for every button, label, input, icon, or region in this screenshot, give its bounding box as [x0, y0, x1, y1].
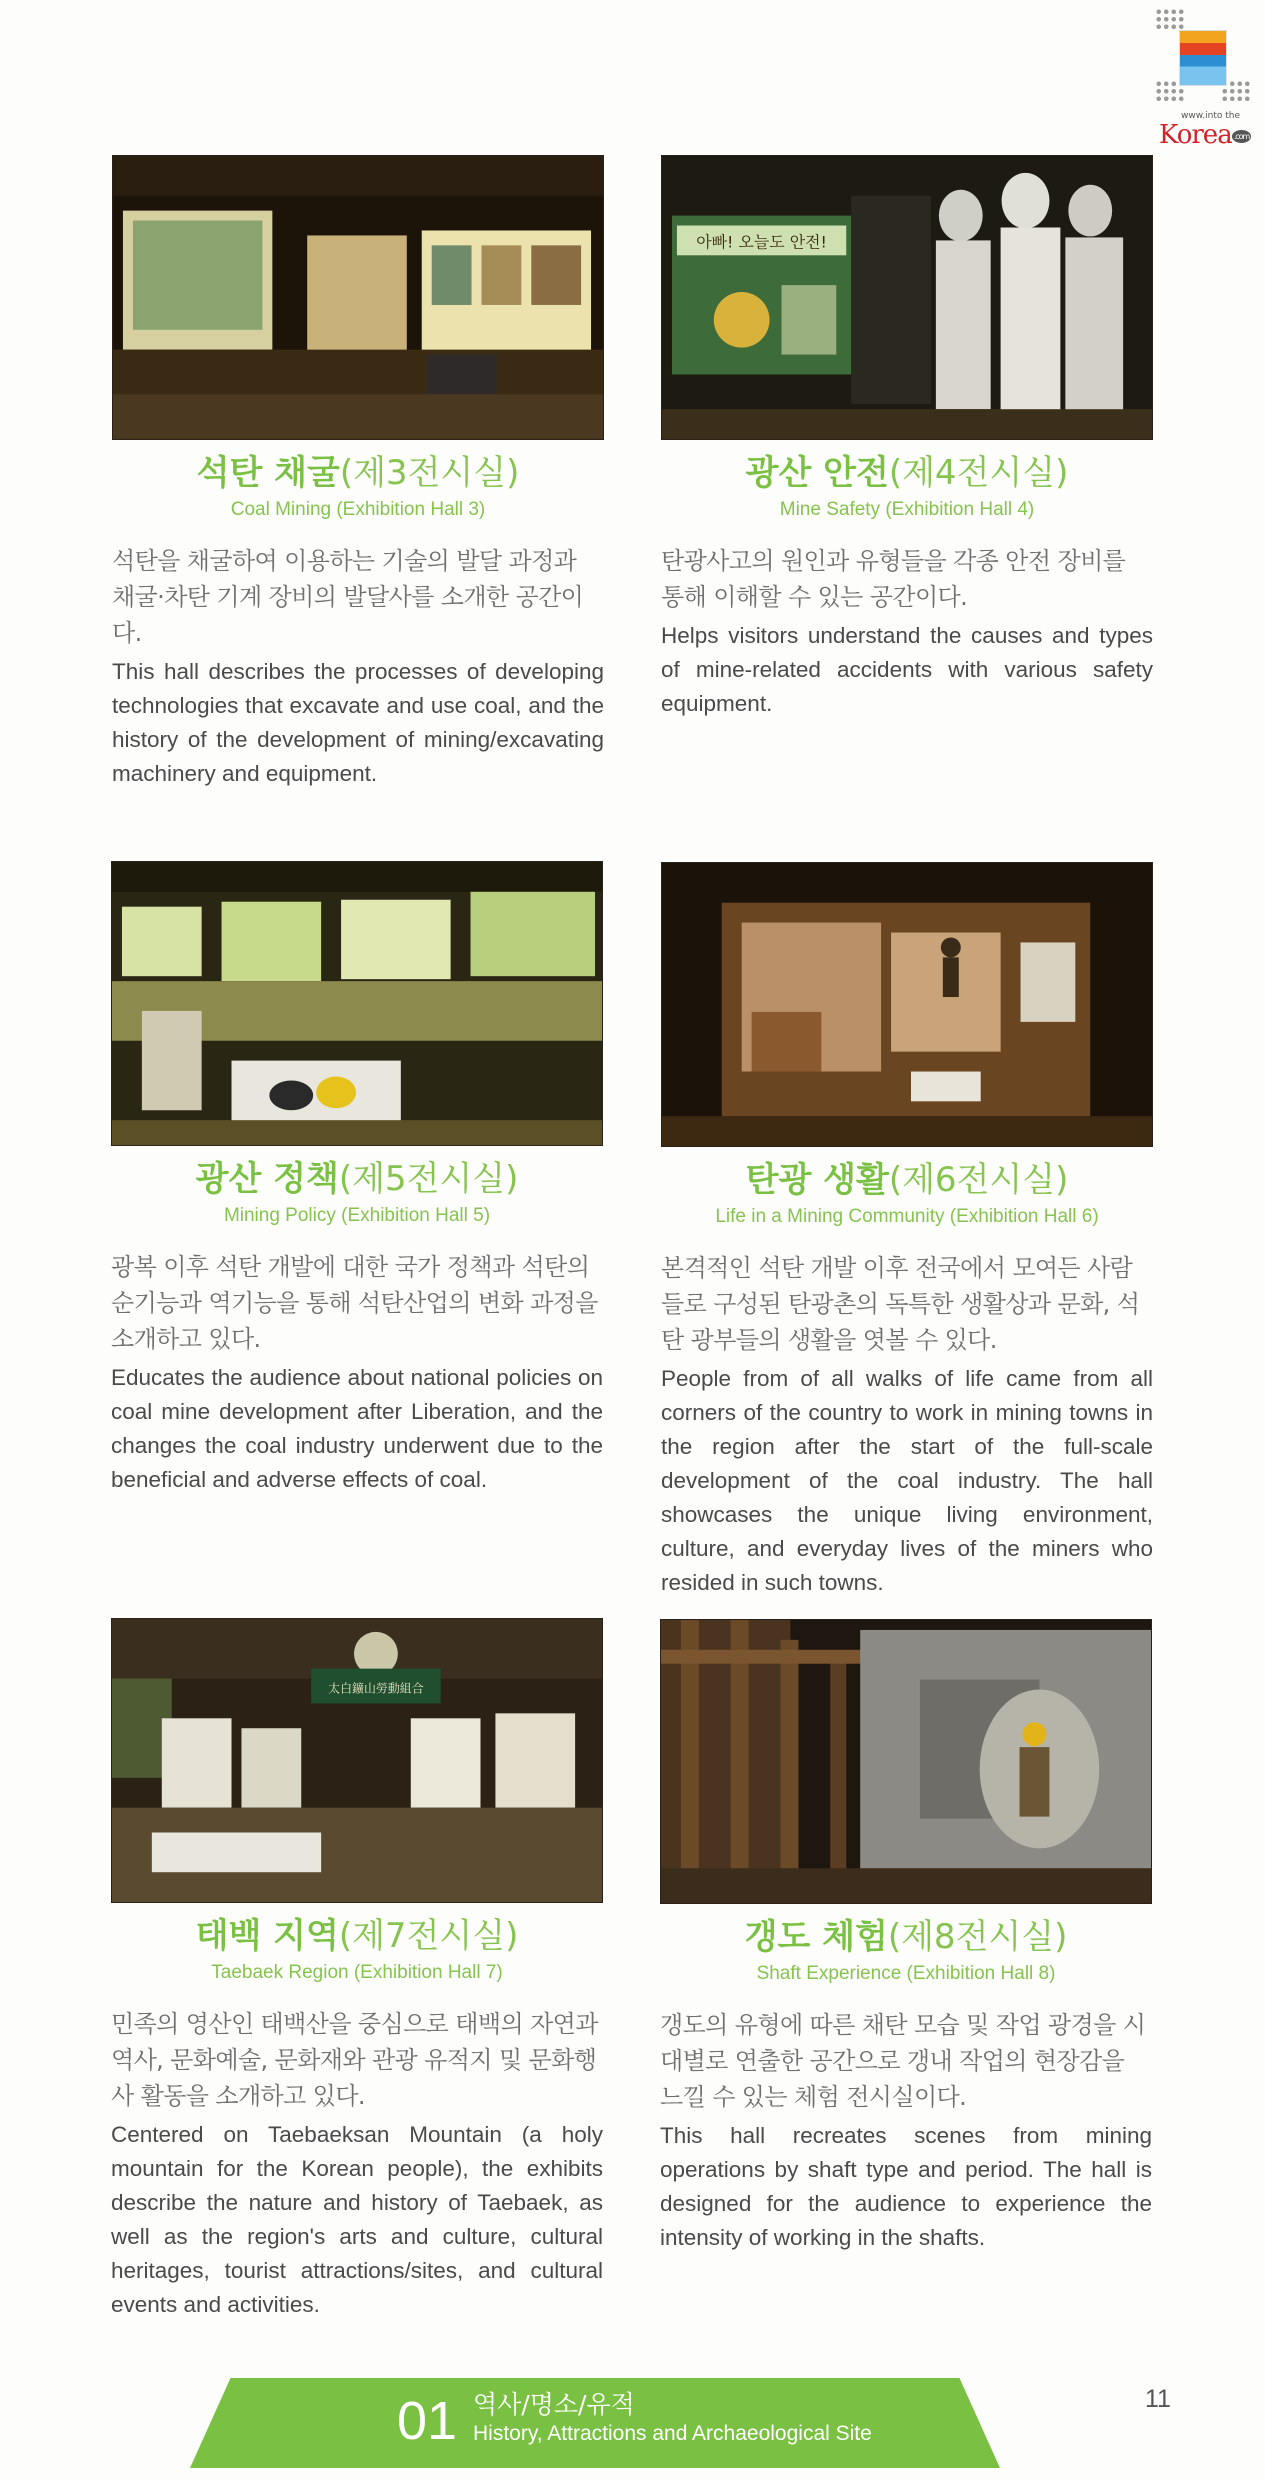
- banner-text: 太白鑛山勞動組合: [328, 1681, 424, 1696]
- exhibit-title: [660, 1915, 1152, 1959]
- logo-suffix: .com: [1233, 131, 1250, 141]
- exhibit-title-ko: 광산 정책: [195, 1159, 339, 1199]
- section-title-en: History, Attractions and Archaeological Site: [473, 2422, 872, 2445]
- exhibit-title-ko: 태백 지역: [195, 1916, 339, 1956]
- logo-word: [1159, 120, 1251, 150]
- exhibit-description-ko: 탄광사고의 원인과 유형들을 각종 안전 장비를 통해 이해할 수 있는 공간이다.: [661, 547, 1126, 611]
- exhibit-title-hall: (제7전시실): [338, 1916, 519, 1956]
- helmet-display-icon: [111, 861, 603, 1146]
- exhibit-description-en: Centered on Taebaeksan Mountain (a holy mountain for the Korean people), the exhibits describe the nature and history of Taebaek, as well as the region's arts and culture, cultural heritages, tourist attractions/sites, and cultural events and activities.: [111, 2122, 603, 2317]
- exhibit-hall-6: [661, 862, 1153, 1600]
- safety-sign-text: 아빠! 오늘도 안전!: [696, 232, 827, 252]
- section-title-ko: 역사/명소/유적: [473, 2390, 635, 2419]
- exhibit-description-en: Educates the audience about national policies on coal mine development after Liberation, and the changes the coal industry underwent due to the beneficial and adverse effects of coal.: [111, 1365, 603, 1492]
- exhibit-title-en: Life in a Mining Community (Exhibition Hall 6): [715, 1206, 1099, 1227]
- logo-dots-icon: [1155, 8, 1185, 30]
- exhibit-title: [112, 451, 604, 495]
- logo-word-text: Korea: [1159, 120, 1232, 150]
- exhibit-title: [111, 1157, 603, 1201]
- exhibit-description-en: Helps visitors understand the causes and types of mine-related accidents with various safety equipment.: [661, 623, 1153, 716]
- exhibit-description-ko: 광복 이후 석탄 개발에 대한 국가 정책과 석탄의 순기능과 역기능을 통해 석탄산업의 변화 과정을 소개하고 있다.: [111, 1253, 598, 1353]
- display-hall-icon: [112, 155, 604, 440]
- exhibit-hall-5: [111, 861, 603, 1497]
- region-hall-icon: [111, 1618, 603, 1903]
- section-number: 01: [397, 2391, 458, 2451]
- mine-shaft-icon: [660, 1619, 1152, 1904]
- exhibit-title-en: Shaft Experience (Exhibition Hall 8): [756, 1963, 1056, 1984]
- into-the-korea-logo: [1155, 8, 1255, 150]
- exhibit-title-hall: (제4전시실): [888, 453, 1069, 493]
- exhibit-title-ko: 갱도 체험: [744, 1917, 888, 1957]
- exhibit-hall-7: [111, 1618, 603, 2322]
- page-number: 11: [1145, 2385, 1171, 2413]
- exhibit-description-en: This hall describes the processes of developing technologies that excavate and use coal, and the history of the development of mining/excavating machinery and equipment.: [112, 659, 604, 786]
- exhibit-description-ko: 민족의 영산인 태백산을 중심으로 태백의 자연과 역사, 문화예술, 문화재와 관광 유적지 및 문화행사 활동을 소개하고 있다.: [111, 2010, 598, 2110]
- logo-grid-icon: [1179, 30, 1227, 86]
- exhibit-title-ko: 석탄 채굴: [196, 453, 340, 493]
- exhibit-title-en: Mining Policy (Exhibition Hall 5): [223, 1205, 491, 1226]
- exhibit-description-ko: 본격적인 석탄 개발 이후 전국에서 모여든 사람들로 구성된 탄광촌의 독특한 생활상과 문화, 석탄 광부들의 생활을 엿볼 수 있다.: [661, 1254, 1140, 1354]
- exhibit-title-hall: (제8전시실): [887, 1917, 1068, 1957]
- miner-home-icon: [661, 862, 1153, 1147]
- logo-small-text: www.into the: [1181, 111, 1240, 121]
- exhibit-title: [661, 1158, 1153, 1202]
- exhibit-description-ko: 석탄을 채굴하여 이용하는 기술의 발달 과정과 채굴·차탄 기계 장비의 발달사를 소개한 공간이다.: [112, 547, 584, 647]
- exhibit-title-hall: (제3전시실): [339, 453, 520, 493]
- exhibit-title: [661, 451, 1153, 495]
- exhibit-hall-4: [661, 155, 1153, 721]
- exhibit-title-ko: 탄광 생활: [745, 1160, 889, 1200]
- exhibit-description-ko: 갱도의 유형에 따른 채탄 모습 및 작업 광경을 시대별로 연출한 공간으로 갱내 작업의 현장감을 느낄 수 있는 체험 전시실이다.: [660, 2011, 1146, 2111]
- exhibit-title-en: Coal Mining (Exhibition Hall 3): [230, 499, 486, 520]
- exhibit-title-en: Taebaek Region (Exhibition Hall 7): [211, 1962, 503, 1983]
- exhibit-title-hall: (제6전시실): [888, 1160, 1069, 1200]
- exhibit-title-ko: 광산 안전: [745, 453, 889, 493]
- exhibit-description-en: This hall recreates scenes from mining operations by shaft type and period. The hall is designed for the audience to experience the intensity of working in the shafts.: [660, 2123, 1152, 2250]
- exhibit-hall-8: [660, 1619, 1152, 2255]
- exhibit-title-hall: (제5전시실): [338, 1159, 519, 1199]
- safety-suits-icon: [661, 155, 1153, 440]
- exhibit-title: [111, 1914, 603, 1958]
- exhibit-hall-3: [112, 155, 604, 791]
- exhibit-title-en: Mine Safety (Exhibition Hall 4): [779, 499, 1035, 520]
- exhibit-description-en: People from of all walks of life came from all corners of the country to work in mining towns in the region after the start of the full-scale development of the coal industry. The hall showcases the unique living environment, culture, and everyday lives of the miners who resided in such towns.: [661, 1366, 1153, 1595]
